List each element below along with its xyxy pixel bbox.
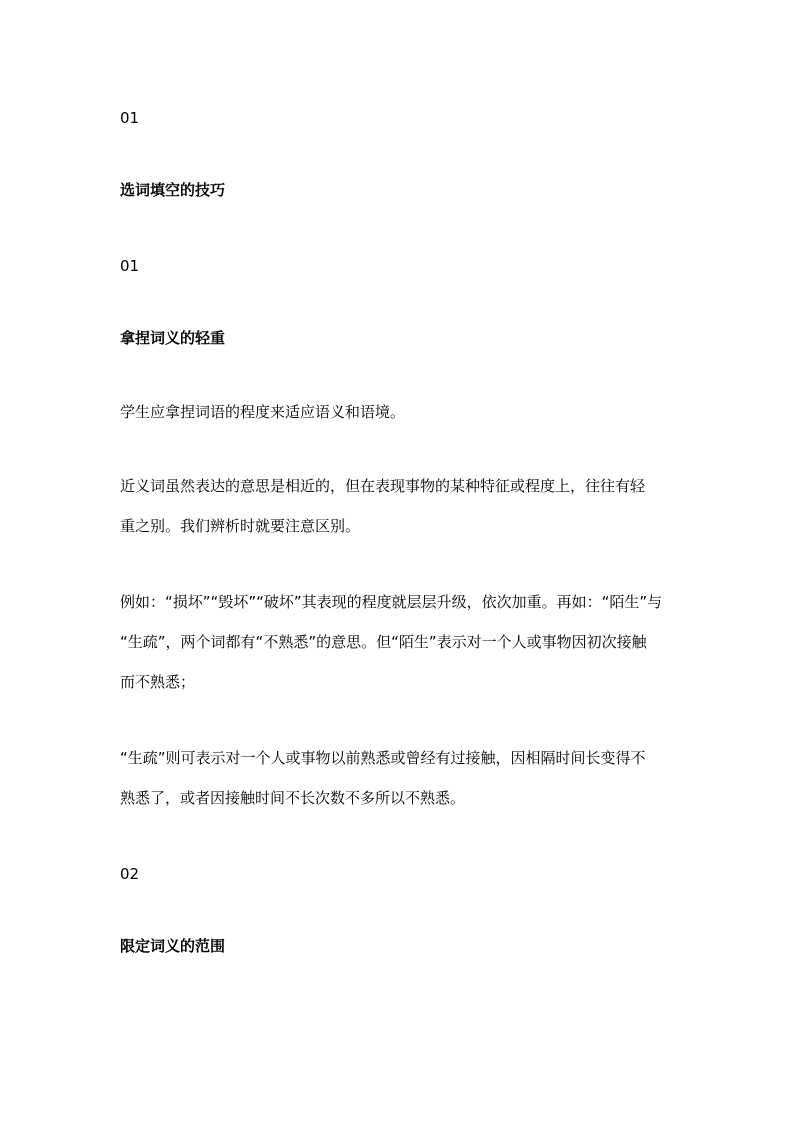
subsection-number: 01 [120, 257, 140, 275]
paragraph-line: 而不熟悉； [120, 673, 196, 691]
paragraph-line: 近义词虽然表达的意思是相近的，但在表现事物的某种特征或程度上，往往有轻 [120, 477, 646, 495]
paragraph-line: 重之别。我们辨析时就要注意区别。 [120, 517, 361, 535]
subsection-title: 拿捏词义的轻重 [120, 329, 226, 347]
section-title: 选词填空的技巧 [120, 181, 226, 199]
section-number: 01 [120, 109, 140, 127]
paragraph-line: “生疏”，两个词都有“不熟悉”的意思。但“陌生”表示对一个人或事物因初次接触 [120, 633, 647, 651]
paragraph-line: 熟悉了，或者因接触时间不长次数不多所以不熟悉。 [120, 789, 466, 807]
paragraph-line: 例如：“损坏”“毁坏”“破坏”其表现的程度就层层升级，依次加重。再如：“陌生”与 [120, 593, 663, 611]
subsection-title: 限定词义的范围 [120, 937, 226, 955]
paragraph-line: “生疏”则可表示对一个人或事物以前熟悉或曾经有过接触，因相隔时间长变得不 [120, 749, 646, 767]
paragraph-line: 学生应拿捏词语的程度来适应语义和语境。 [120, 403, 406, 421]
subsection-number: 02 [120, 865, 140, 883]
